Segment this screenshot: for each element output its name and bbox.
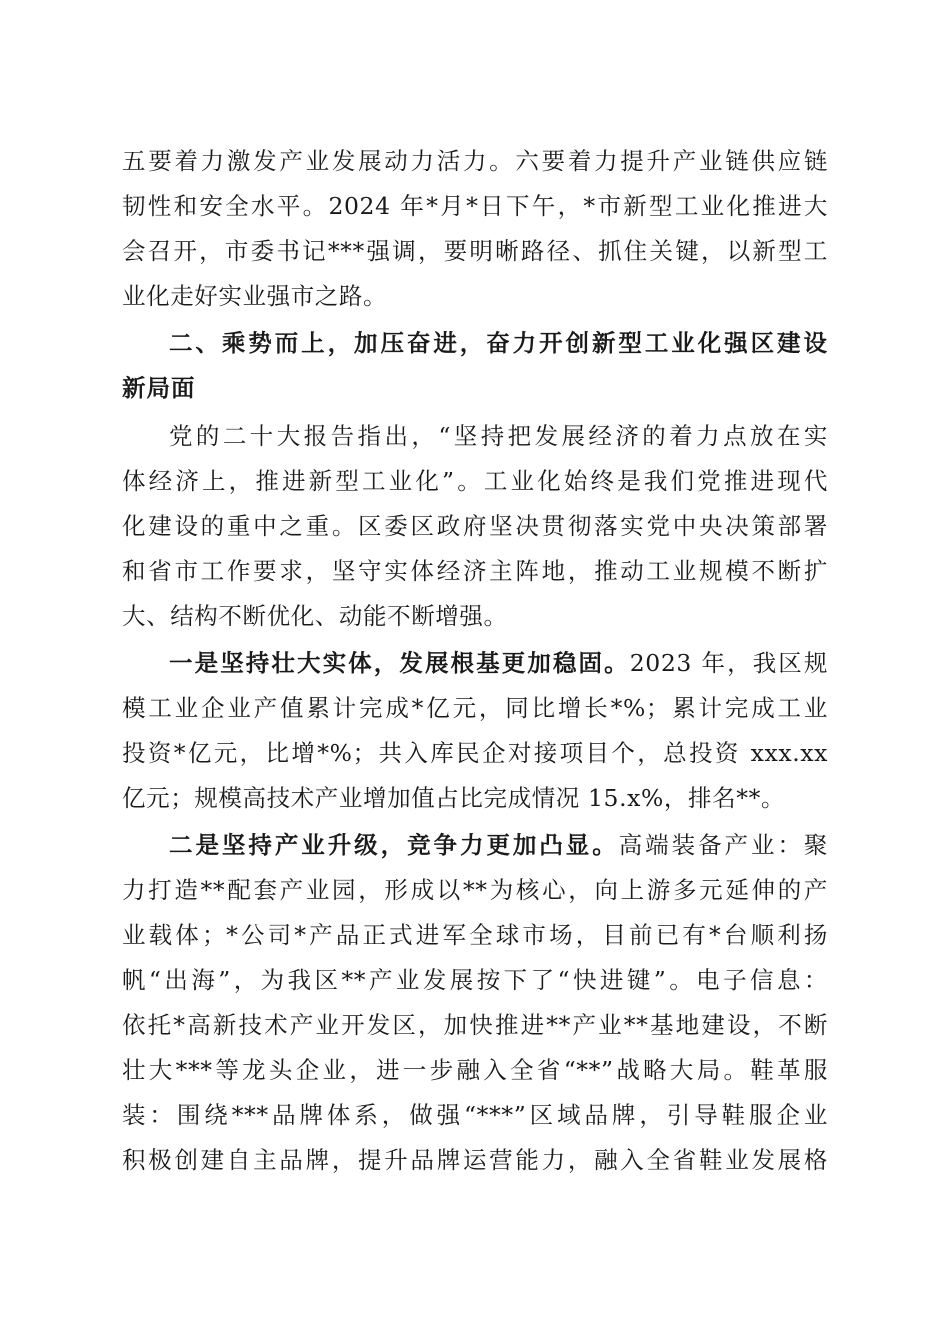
text-line: 投资*亿元，比增*%；共入库民企对接项目个，总投资 xxx.xx — [122, 739, 828, 767]
text-line — [169, 641, 828, 685]
text-line: 会召开，市委书记***强调，要明晰路径、抓住关键，以新型工 — [122, 237, 828, 265]
text-line: 依托*高新技术产业开发区，加快推进**产业**基地建设，不断 — [122, 1011, 828, 1039]
text-line: 党的二十大报告指出，“坚持把发展经济的着力点放在实 — [169, 422, 828, 450]
lead-sentence: 一是坚持壮大实体，发展根基更加稳固。 — [169, 649, 630, 677]
heading-line: 二、乘势而上，加压奋进，奋力开创新型工业化强区建设 — [169, 329, 828, 357]
text-line: 装：围绕***品牌体系，做强“***”区域品牌，引导鞋服企业 — [122, 1101, 828, 1129]
text-line: 模工业企业产值累计完成*亿元，同比增长*%；累计完成工业 — [122, 694, 828, 722]
text-line: 大、结构不断优化、动能不断增强。 — [122, 602, 508, 630]
text-line: 体经济上，推进新型工业化”。工业化始终是我们党推进现代 — [122, 467, 828, 495]
text-line: 和省市工作要求，坚守实体经济主阵地，推动工业规模不断扩 — [122, 557, 828, 585]
text-line: 业化走好实业强市之路。 — [122, 282, 388, 310]
lead-sentence: 二是坚持产业升级，竞争力更加凸显。 — [169, 831, 619, 859]
text-line: 力打造**配套产业园，形成以**为核心，向上游多元延伸的产 — [122, 876, 828, 904]
text-line: 积极创建自主品牌，提升品牌运营能力，融入全省鞋业发展格 — [122, 1146, 828, 1174]
text-line: 五要着力激发产业发展动力活力。六要着力提升产业链供应链 — [122, 147, 828, 175]
text-span: 2023 年，我区规 — [629, 649, 828, 677]
heading-line: 新局面 — [122, 374, 196, 402]
text-line: 化建设的重中之重。区委区政府坚决贯彻落实党中央决策部署 — [122, 512, 828, 540]
text-line: 业载体；*公司*产品正式进军全球市场，目前已有*台顺利扬 — [122, 921, 828, 949]
text-line: 壮大***等龙头企业，进一步融入全省“**”战略大局。鞋革服 — [122, 1056, 828, 1084]
text-line — [169, 823, 828, 867]
text-line: 亿元；规模高技术产业增加值占比完成情况 15.x%，排名**。 — [122, 784, 786, 812]
text-line: 帆“出海”，为我区**产业发展按下了“快进键”。电子信息： — [122, 966, 828, 994]
text-span: 高端装备产业：聚 — [618, 831, 828, 859]
text-line: 韧性和安全水平。2024 年*月*日下午，*市新型工业化推进大 — [122, 192, 828, 220]
